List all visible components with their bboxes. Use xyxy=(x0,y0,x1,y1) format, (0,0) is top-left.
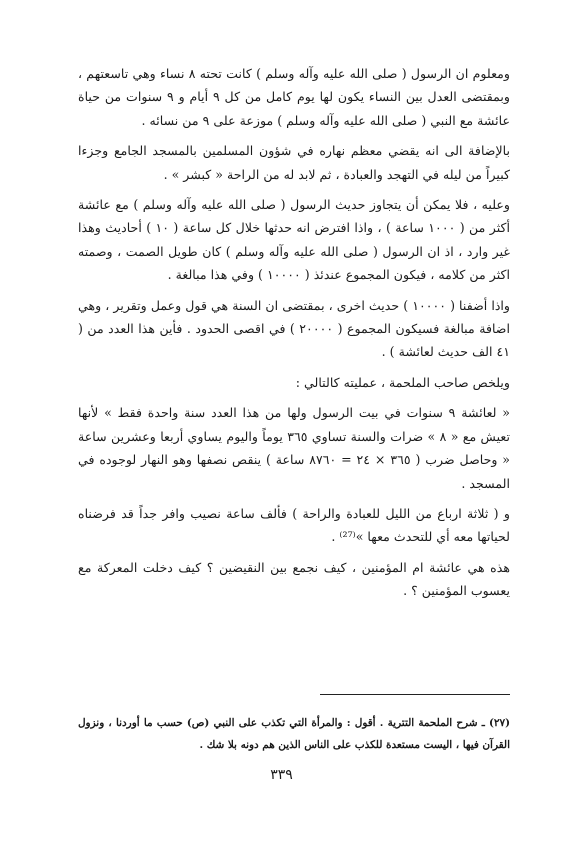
paragraph-7: و ( ثلاثة ارباع من الليل للعبادة والراحة ) فألف ساعة نصيب وافر جداً قد فرضناه لحياتها معه أي للتحدث معها »⁽²⁷⁾ . xyxy=(78,505,510,545)
page-number: ٣٣٩ xyxy=(270,767,293,783)
paragraph-1: ومعلوم ان الرسول ( صلى الله عليه وآله وسلم ) كانت تحته ٨ نساء وهي تاسعتهم ، وبمقتضى العدل بين النساء يكون لها يوم كامل من كل ٩ أيام و ٩ سنوات من حياة عائشة مع النبي ( صلى الله عليه وآله وسلم ) موزعة على ٩ من نسائه . xyxy=(78,66,511,128)
paragraph-3: وعليه ، فلا يمكن أن يتجاوز حديث الرسول ( صلى الله عليه وآله وسلم ) مع عائشة أكثر من ( ١٠٠٠ ساعة ) ، واذا افترض انه حدثها خلال كل ساعة ( ١٠ ) أحاديث وهذا غير وارد ، اذ ان الرسول ( صلى الله عليه وآله وسلم ) كان طويل الصمت ، وصمته اكثر من كلامه ، فيكون المجموع عندئذ ( ١٠٠٠٠ ) وفي هذا مبالغة . xyxy=(78,197,510,283)
footnote-divider xyxy=(320,694,510,695)
paragraph-6: « لعائشة ٩ سنوات في بيت الرسول ولها من هذا العدد سنة واحدة فقط » لأنها تعيش مع « ٨ » ضرات والسنة تساوي ٣٦٥ يوماً واليوم يساوي أربعا وعشرين ساعة « وحاصل ضرب ( ٣٦٥ × ٢٤ = ٨٧٦٠ ساعة ) ينقص نصفها وهو النهار لوجوده في المسجد . xyxy=(78,405,511,491)
paragraph-2: بالإضافة الى انه يقضي معظم نهاره في شؤون المسلمين بالمسجد الجامع وجزءا كبيراً من ليله في التهجد والعبادة ، ثم لابد له من الراحة « كبشر » . xyxy=(78,143,510,182)
page-body xyxy=(78,62,510,610)
paragraph-5: ويلخص صاحب الملحمة ، عمليته كالتالي : xyxy=(295,374,510,390)
paragraph-4: واذا أضفنا ( ١٠٠٠٠ ) حديث اخرى ، بمقتضى ان السنة هي قول وعمل وتقرير ، وهي اضافة مبالغة فسيكون المجموع ( ٢٠٠٠٠ ) في اقصى الحدود . فأين هذا العدد من ( ٤١ الف حديث لعائشة ) . xyxy=(78,297,511,360)
footnote: (٢٧) ـ شرح الملحمة التترية . أقول : والمرأة التي تكذب على النبي (ص) حسب ما أوردنا ، ونزول القرآن فيها ، اليست مستعدة للكذب على الناس الذين هم دونه بلا شك . xyxy=(78,717,510,752)
paragraph-8: هذه هي عائشة ام المؤمنين ، كيف نجمع بين النقيضين ؟ كيف دخلت المعركة مع يعسوب المؤمنين ؟ . xyxy=(78,559,510,599)
